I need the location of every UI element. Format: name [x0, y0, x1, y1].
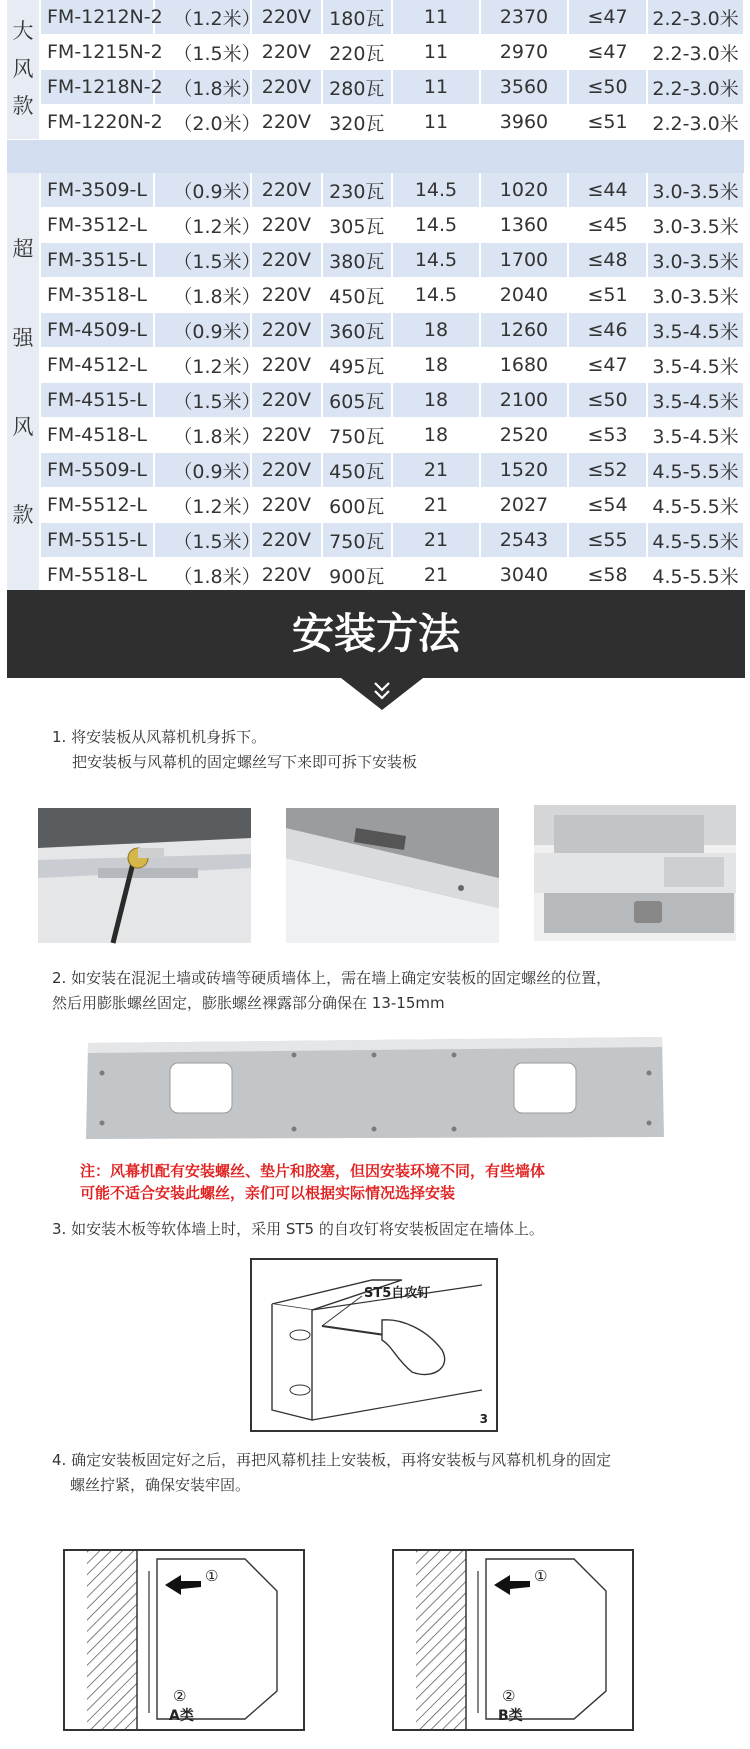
- cell-model: FM-1215N-2: [40, 35, 154, 70]
- cell-col7: ≤47: [568, 35, 647, 70]
- marker-2-b: ②: [502, 1687, 516, 1705]
- cell-model: FM-5518-L: [40, 558, 154, 593]
- table-row: [7, 383, 744, 418]
- cell-col5: 18: [392, 383, 480, 418]
- group-separator: [7, 140, 744, 174]
- step-4-line-1: 4. 确定安装板固定好之后，再把风幕机挂上安装板，再将安装板与风幕机机身的固定: [52, 1451, 612, 1469]
- diagram-a-label: A类: [169, 1708, 194, 1724]
- cell-col8: 3.5-4.5米: [647, 313, 744, 348]
- marker-1-b: ①: [534, 1567, 548, 1585]
- cell-power: 380瓦: [322, 243, 392, 278]
- cell-col7: ≤52: [568, 453, 647, 488]
- cell-col6: 2100: [480, 383, 568, 418]
- table-row: [7, 0, 744, 35]
- table-row: [7, 348, 744, 383]
- spec-table-wrapper: [7, 0, 745, 593]
- cell-length: （1.5米）: [154, 523, 251, 558]
- cell-col7: ≤47: [568, 348, 647, 383]
- cell-length: （1.2米）: [154, 0, 251, 35]
- cell-power: 750瓦: [322, 418, 392, 453]
- cell-voltage: 220V: [251, 35, 321, 70]
- cell-col7: ≤51: [568, 105, 647, 140]
- cell-power: 450瓦: [322, 278, 392, 313]
- step-2-line-2: 然后用膨胀螺丝固定，膨胀螺丝裸露部分确保在 13-15mm: [52, 994, 445, 1012]
- st5-label: ST5自攻钉: [364, 1286, 431, 1301]
- cell-voltage: 220V: [251, 488, 321, 523]
- cell-model: FM-1218N-2: [40, 70, 154, 105]
- cell-length: （1.8米）: [154, 70, 251, 105]
- hanging-diagram-a: [63, 1549, 305, 1731]
- cell-col6: 2520: [480, 418, 568, 453]
- cell-length: （1.2米）: [154, 208, 251, 243]
- cell-col5: 18: [392, 348, 480, 383]
- cell-power: 220瓦: [322, 35, 392, 70]
- note-line-2: 可能不适合安装此螺丝，亲们可以根据实际情况选择安装: [80, 1184, 456, 1202]
- cell-col7: ≤50: [568, 383, 647, 418]
- cell-power: 450瓦: [322, 453, 392, 488]
- cell-col8: 4.5-5.5米: [647, 523, 744, 558]
- cell-col8: 3.0-3.5米: [647, 243, 744, 278]
- cell-col6: 1520: [480, 453, 568, 488]
- cell-length: （0.9米）: [154, 313, 251, 348]
- cell-length: （2.0米）: [154, 105, 251, 140]
- cell-col6: 3040: [480, 558, 568, 593]
- st5-screw-diagram: [250, 1258, 498, 1432]
- cell-power: 305瓦: [322, 208, 392, 243]
- cell-col5: 18: [392, 418, 480, 453]
- cell-col5: 14.5: [392, 243, 480, 278]
- step-1-line-1: 1. 将安装板从风幕机机身拆下。: [52, 728, 267, 746]
- diagram-b-label: B类: [498, 1708, 523, 1724]
- step-3: [52, 1217, 544, 1242]
- mounting-plate-photo: [84, 1033, 668, 1141]
- table-row: [7, 173, 744, 208]
- step-2-line-1: 2. 如安装在混泥土墙或砖墙等硬质墙体上，需在墙上确定安装板的固定螺丝的位置，: [52, 969, 612, 987]
- removal-photo-unit: [534, 805, 736, 941]
- cell-col5: 11: [392, 35, 480, 70]
- cell-length: （1.8米）: [154, 278, 251, 313]
- cell-voltage: 220V: [251, 383, 321, 418]
- cell-col5: 11: [392, 0, 480, 35]
- cell-col7: ≤50: [568, 70, 647, 105]
- table-row: [7, 313, 744, 348]
- step-1-line-2: 把安装板与风幕机的固定螺丝写下来即可拆下安装板: [72, 753, 418, 771]
- table-row: [7, 418, 744, 453]
- cell-voltage: 220V: [251, 243, 321, 278]
- step-4: [52, 1448, 611, 1498]
- cell-col7: ≤48: [568, 243, 647, 278]
- cell-voltage: 220V: [251, 418, 321, 453]
- cell-col8: 3.5-4.5米: [647, 383, 744, 418]
- section-banner: [7, 590, 745, 678]
- cell-model: FM-3518-L: [40, 278, 154, 313]
- cell-power: 600瓦: [322, 488, 392, 523]
- cell-voltage: 220V: [251, 348, 321, 383]
- cell-col7: ≤44: [568, 173, 647, 208]
- table-row: [7, 488, 744, 523]
- step-3-line-1: 3. 如安装木板等软体墙上时，采用 ST5 的自攻钉将安装板固定在墙体上。: [52, 1220, 544, 1238]
- cell-col6: 2970: [480, 35, 568, 70]
- double-chevron-down-icon: [370, 680, 394, 704]
- cell-col8: 2.2-3.0米: [647, 70, 744, 105]
- cell-col7: ≤53: [568, 418, 647, 453]
- cell-power: 180瓦: [322, 0, 392, 35]
- cell-voltage: 220V: [251, 70, 321, 105]
- cell-col8: 3.0-3.5米: [647, 208, 744, 243]
- spec-table: [7, 0, 745, 593]
- cell-length: （1.5米）: [154, 383, 251, 418]
- table-row: [7, 243, 744, 278]
- marker-2-a: ②: [173, 1687, 187, 1705]
- cell-model: FM-5509-L: [40, 453, 154, 488]
- cell-power: 750瓦: [322, 523, 392, 558]
- cell-voltage: 220V: [251, 173, 321, 208]
- cell-col7: ≤51: [568, 278, 647, 313]
- table-row: [7, 35, 744, 70]
- cell-voltage: 220V: [251, 278, 321, 313]
- cell-model: FM-1212N-2: [40, 0, 154, 35]
- cell-col8: 4.5-5.5米: [647, 558, 744, 593]
- hanging-diagram-b: [392, 1549, 634, 1731]
- cell-col6: 2543: [480, 523, 568, 558]
- cell-model: FM-1220N-2: [40, 105, 154, 140]
- cell-col6: 2027: [480, 488, 568, 523]
- table-row: [7, 523, 744, 558]
- cell-col5: 11: [392, 105, 480, 140]
- cell-col6: 2040: [480, 278, 568, 313]
- step-2: [52, 966, 611, 1016]
- cell-col6: 2370: [480, 0, 568, 35]
- cell-length: （1.2米）: [154, 348, 251, 383]
- cell-length: （1.2米）: [154, 488, 251, 523]
- cell-col5: 18: [392, 313, 480, 348]
- installation-note: [80, 1160, 545, 1204]
- cell-col8: 3.0-3.5米: [647, 173, 744, 208]
- cell-col5: 14.5: [392, 208, 480, 243]
- cell-model: FM-4515-L: [40, 383, 154, 418]
- cell-model: FM-3512-L: [40, 208, 154, 243]
- cell-col6: 1360: [480, 208, 568, 243]
- note-line-1: 注：风幕机配有安装螺丝、垫片和胶塞，但因安装环境不同，有些墙体: [80, 1162, 546, 1180]
- cell-power: 280瓦: [322, 70, 392, 105]
- cell-model: FM-4518-L: [40, 418, 154, 453]
- table-row: [7, 453, 744, 488]
- cell-model: FM-5515-L: [40, 523, 154, 558]
- cell-power: 360瓦: [322, 313, 392, 348]
- cell-col6: 3560: [480, 70, 568, 105]
- cell-length: （0.9米）: [154, 453, 251, 488]
- cell-col7: ≤55: [568, 523, 647, 558]
- cell-length: （1.5米）: [154, 243, 251, 278]
- cell-model: FM-4509-L: [40, 313, 154, 348]
- cell-col6: 1680: [480, 348, 568, 383]
- cell-col7: ≤47: [568, 0, 647, 35]
- cell-length: （1.5米）: [154, 35, 251, 70]
- cell-col5: 21: [392, 558, 480, 593]
- category-label: 大 风 款: [7, 0, 40, 140]
- figure-number: 3: [479, 1412, 488, 1426]
- cell-model: FM-3515-L: [40, 243, 154, 278]
- cell-length: （0.9米）: [154, 173, 251, 208]
- cell-col8: 4.5-5.5米: [647, 453, 744, 488]
- cell-voltage: 220V: [251, 453, 321, 488]
- marker-1-a: ①: [205, 1567, 219, 1585]
- category-label: 超 强 风 款: [7, 173, 40, 593]
- cell-col6: 1020: [480, 173, 568, 208]
- cell-length: （1.8米）: [154, 558, 251, 593]
- cell-col5: 14.5: [392, 278, 480, 313]
- cell-col7: ≤46: [568, 313, 647, 348]
- cell-power: 230瓦: [322, 173, 392, 208]
- cell-col5: 21: [392, 488, 480, 523]
- table-row: [7, 558, 744, 593]
- section-title: 安装方法: [291, 609, 460, 658]
- cell-col7: ≤45: [568, 208, 647, 243]
- cell-col5: 11: [392, 70, 480, 105]
- cell-voltage: 220V: [251, 313, 321, 348]
- cell-col8: 3.0-3.5米: [647, 278, 744, 313]
- cell-col6: 1260: [480, 313, 568, 348]
- cell-col5: 14.5: [392, 173, 480, 208]
- removal-photo-plate: [286, 808, 499, 943]
- cell-col5: 21: [392, 453, 480, 488]
- cell-voltage: 220V: [251, 105, 321, 140]
- cell-col6: 3960: [480, 105, 568, 140]
- cell-col7: ≤54: [568, 488, 647, 523]
- cell-col8: 4.5-5.5米: [647, 488, 744, 523]
- cell-col8: 2.2-3.0米: [647, 0, 744, 35]
- step-4-line-2: 螺丝拧紧，确保安装牢固。: [70, 1476, 251, 1494]
- cell-col7: ≤58: [568, 558, 647, 593]
- cell-voltage: 220V: [251, 0, 321, 35]
- cell-model: FM-3509-L: [40, 173, 154, 208]
- cell-model: FM-4512-L: [40, 348, 154, 383]
- table-row: [7, 105, 744, 140]
- cell-power: 495瓦: [322, 348, 392, 383]
- cell-voltage: 220V: [251, 558, 321, 593]
- cell-col5: 21: [392, 523, 480, 558]
- cell-power: 320瓦: [322, 105, 392, 140]
- cell-model: FM-5512-L: [40, 488, 154, 523]
- cell-col8: 3.5-4.5米: [647, 348, 744, 383]
- cell-voltage: 220V: [251, 208, 321, 243]
- cell-voltage: 220V: [251, 523, 321, 558]
- table-row: [7, 70, 744, 105]
- table-row: [7, 208, 744, 243]
- step-1: [52, 725, 417, 775]
- cell-power: 900瓦: [322, 558, 392, 593]
- cell-col8: 2.2-3.0米: [647, 105, 744, 140]
- table-row: [7, 278, 744, 313]
- cell-col8: 2.2-3.0米: [647, 35, 744, 70]
- cell-col8: 3.5-4.5米: [647, 418, 744, 453]
- removal-photo-screwdriver: [38, 808, 251, 943]
- cell-length: （1.8米）: [154, 418, 251, 453]
- cell-power: 605瓦: [322, 383, 392, 418]
- cell-col6: 1700: [480, 243, 568, 278]
